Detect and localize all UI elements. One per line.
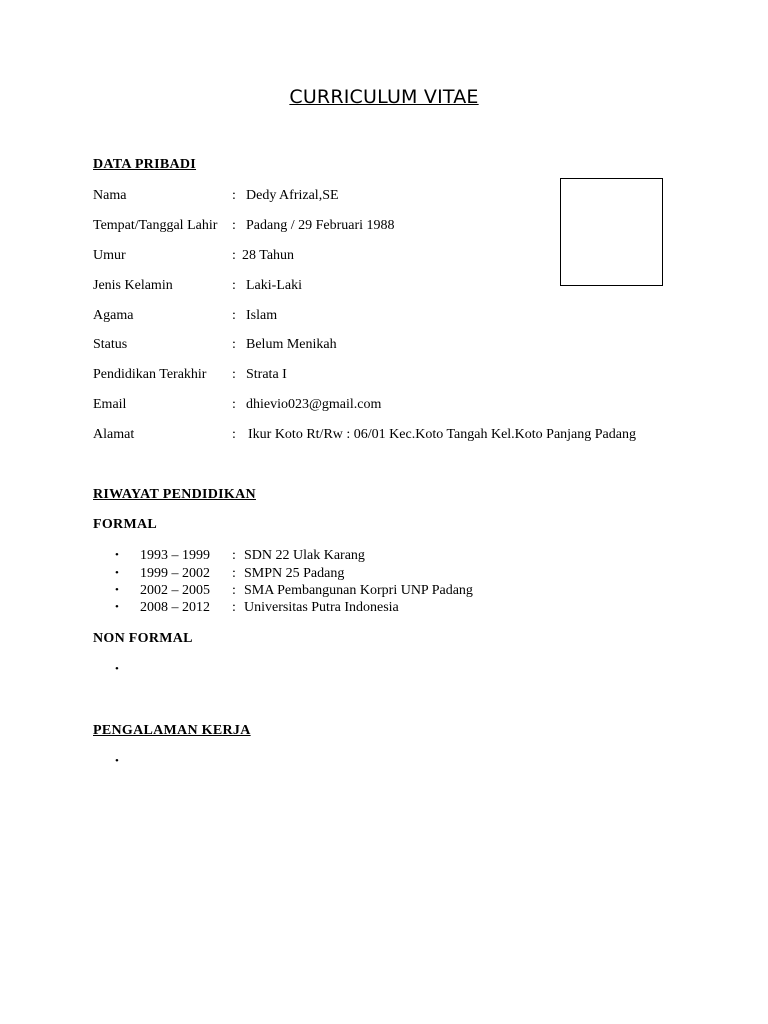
education-colon: : (232, 566, 236, 581)
education-school: SMPN 25 Padang (244, 566, 345, 581)
field-value: Ikur Koto Rt/Rw : 06/01 Kec.Koto Tangah Kel.Koto Panjang Padang (248, 427, 636, 442)
sub-heading-non-formal: NON FORMAL (93, 631, 193, 646)
field-value: Laki-Laki (246, 278, 302, 293)
section-heading-data-pribadi: DATA PRIBADI (93, 157, 197, 172)
field-value: Strata I (246, 367, 287, 382)
field-label: Jenis Kelamin (93, 278, 173, 293)
bullet-icon: • (115, 755, 119, 767)
education-years: 1999 – 2002 (140, 566, 210, 581)
section-heading-pengalaman-kerja: PENGALAMAN KERJA (93, 723, 251, 738)
field-colon: : (232, 397, 236, 412)
field-label: Pendidikan Terakhir (93, 367, 207, 382)
field-label: Email (93, 397, 127, 412)
field-colon: : (232, 337, 236, 352)
education-school: SDN 22 Ulak Karang (244, 548, 365, 563)
field-label: Nama (93, 188, 127, 203)
education-years: 1993 – 1999 (140, 548, 210, 563)
education-years: 2008 – 2012 (140, 600, 210, 615)
education-years: 2002 – 2005 (140, 583, 210, 598)
bullet-icon: • (115, 663, 119, 675)
education-colon: : (232, 548, 236, 563)
field-colon: : (232, 188, 236, 203)
document-title: CURRICULUM VITAE (289, 86, 479, 108)
education-colon: : (232, 600, 236, 615)
bullet-icon: • (115, 549, 119, 561)
field-label: Umur (93, 248, 126, 263)
field-colon: : (232, 278, 236, 293)
field-value: 28 Tahun (242, 248, 295, 263)
field-label: Tempat/Tanggal Lahir (93, 218, 218, 233)
field-colon: : (232, 248, 236, 263)
education-colon: : (232, 583, 236, 598)
field-colon: : (232, 367, 236, 382)
field-value: Padang / 29 Februari 1988 (246, 218, 395, 233)
section-heading-riwayat-pendidikan: RIWAYAT PENDIDIKAN (93, 487, 256, 502)
education-school: Universitas Putra Indonesia (244, 600, 399, 615)
field-colon: : (232, 218, 236, 233)
bullet-icon: • (115, 601, 119, 613)
field-value: Dedy Afrizal,SE (246, 188, 339, 203)
bullet-icon: • (115, 584, 119, 596)
field-value: Belum Menikah (246, 337, 337, 352)
field-label: Agama (93, 308, 134, 323)
field-value: dhievio023@gmail.com (246, 397, 382, 412)
field-colon: : (232, 427, 236, 442)
field-label: Alamat (93, 427, 135, 442)
field-colon: : (232, 308, 236, 323)
photo-placeholder (560, 178, 663, 286)
sub-heading-formal: FORMAL (93, 517, 158, 532)
bullet-icon: • (115, 567, 119, 579)
education-school: SMA Pembangunan Korpri UNP Padang (244, 583, 473, 598)
field-label: Status (93, 337, 128, 352)
field-value: Islam (246, 308, 278, 323)
